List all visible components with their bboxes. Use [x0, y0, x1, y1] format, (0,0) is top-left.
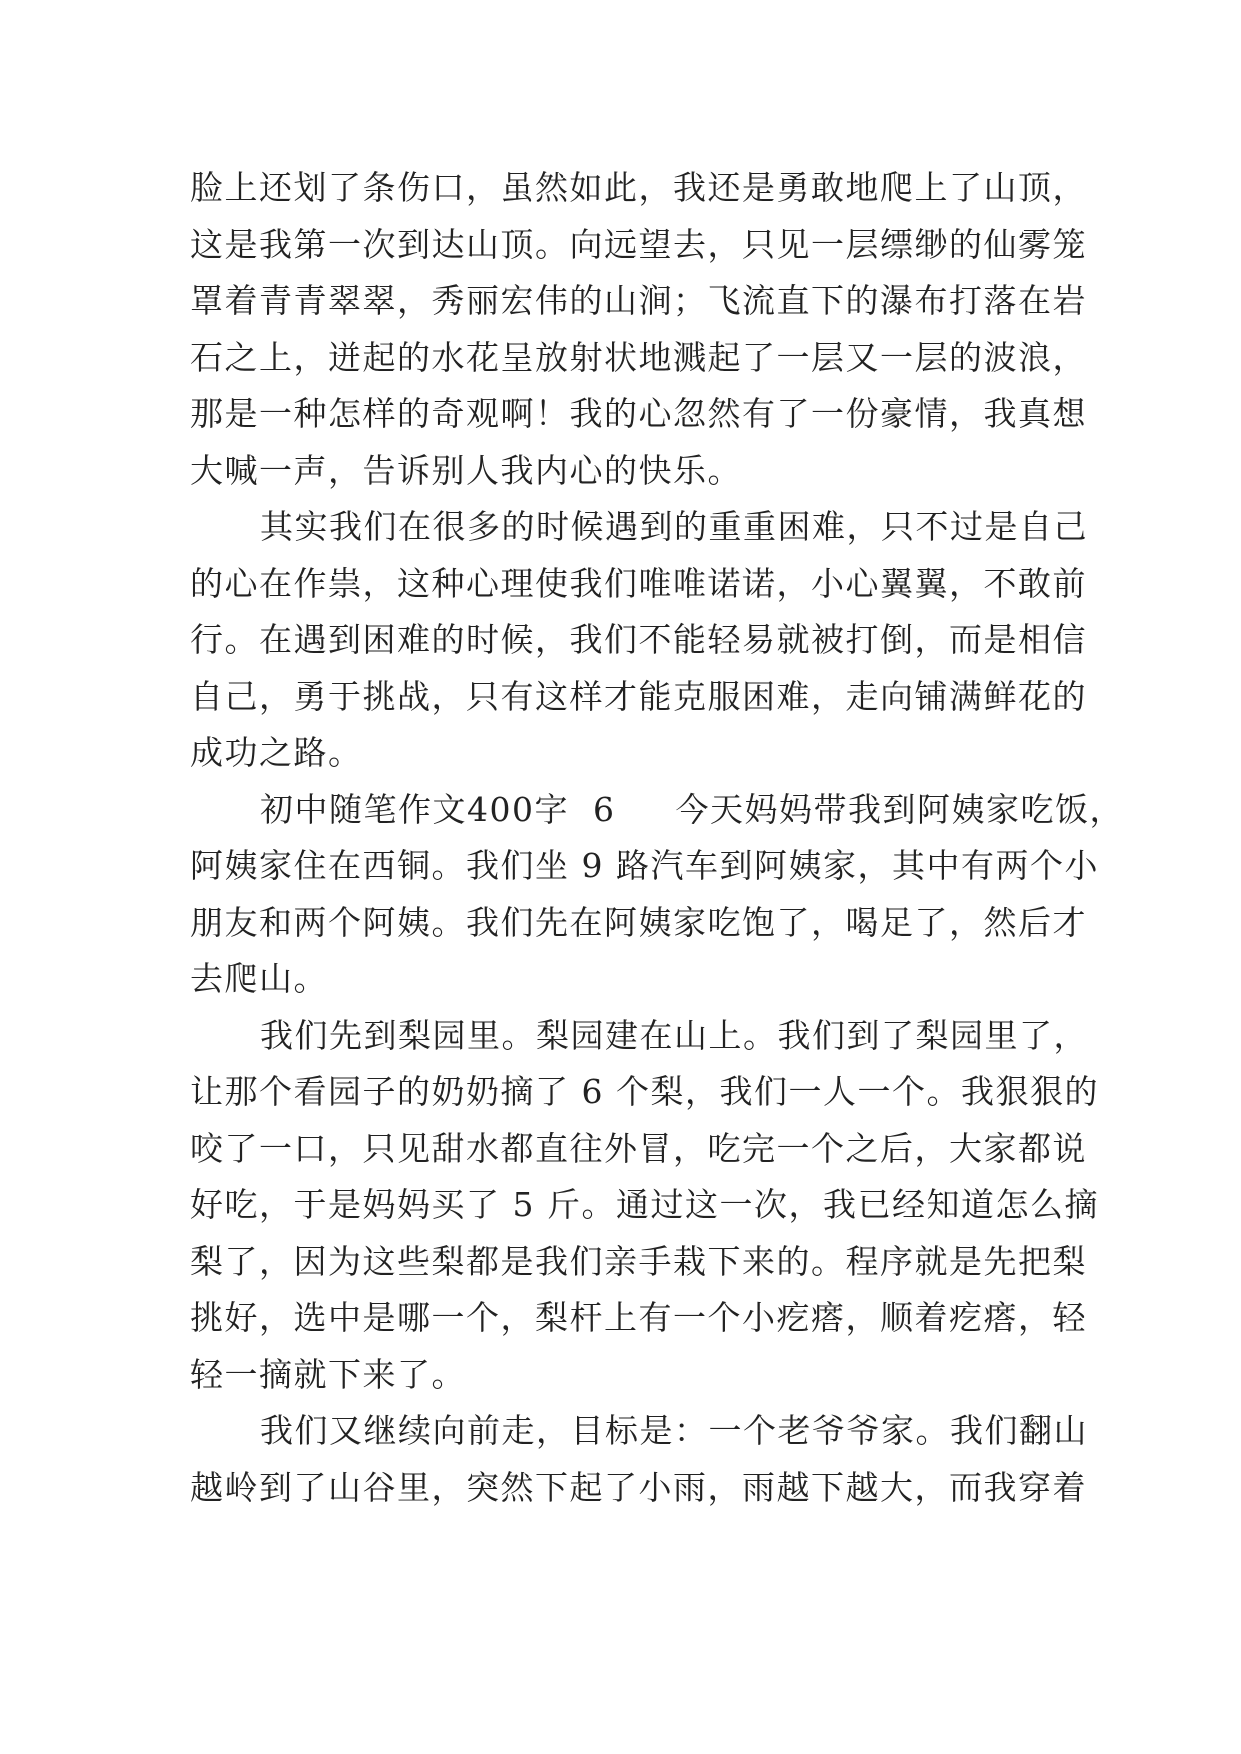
paragraph	[190, 499, 1088, 782]
text-line: 罩着青青翠翠，秀丽宏伟的山涧；飞流直下的瀑布打落在岩	[190, 281, 1087, 320]
text-line: 成功之路。	[190, 733, 363, 772]
text-line: 大喊一声，告诉别人我内心的快乐。	[190, 450, 742, 490]
text-line: 好吃，于是妈妈买了 5 斤。通过这一次，我已经知道怎么摘	[190, 1185, 1099, 1224]
text-line: 脸上还划了条伤口，虽然如此，我还是勇敢地爬上了山顶，	[190, 168, 1087, 207]
text-line: 其实我们在很多的时候遇到的重重困难，只不过是自己	[260, 507, 1088, 546]
text-line: 我们先到梨园里。梨园建在山上。我们到了梨园里了，	[260, 1015, 1088, 1055]
text-line: 石之上，迸起的水花呈放射状地溅起了一层又一层的波浪，	[190, 337, 1087, 377]
text-line: 自己，勇于挑战，只有这样才能克服困难，走向铺满鲜花的	[190, 676, 1087, 716]
text-line: 那是一种怎样的奇观啊！我的心忽然有了一份豪情，我真想	[190, 394, 1087, 433]
essay-heading: 初中随笔作文400字 6	[260, 789, 616, 829]
text-line: 朋友和两个阿姨。我们先在阿姨家吃饱了，喝足了，然后才	[190, 902, 1087, 942]
body-text	[190, 160, 1124, 1516]
text-line: 的心在作祟，这种心理使我们唯唯诺诺，小心翼翼，不敢前	[190, 563, 1087, 603]
text-line: 阿姨家住在西铜。我们坐 9 路汽车到阿姨家，其中有两个小	[190, 846, 1099, 885]
paragraph	[190, 1403, 1088, 1516]
paragraph	[190, 782, 1124, 1008]
paragraph	[190, 1008, 1099, 1404]
paragraph	[190, 160, 1087, 499]
text-line: 这是我第一次到达山顶。向远望去，只见一层缥缈的仙雾笼	[190, 224, 1087, 264]
text-line: 行。在遇到困难的时候，我们不能轻易就被打倒，而是相信	[190, 620, 1087, 659]
text-line: 轻一摘就下来了。	[190, 1354, 466, 1394]
text-line: 挑好，选中是哪一个，梨杆上有一个小疙瘩，顺着疙瘩，轻	[190, 1298, 1087, 1337]
text-line: 让那个看园子的奶奶摘了 6 个梨，我们一人一个。我狠狠的	[190, 1072, 1099, 1111]
text-line: 我们又继续向前走，目标是：一个老爷爷家。我们翻山	[260, 1411, 1088, 1450]
text-line: 越岭到了山谷里，突然下起了小雨，雨越下越大，而我穿着	[190, 1467, 1087, 1507]
text-line: 咬了一口，只见甜水都直往外冒，吃完一个之后，大家都说	[190, 1128, 1087, 1168]
heading-line	[190, 782, 1124, 839]
text-line: 去爬山。	[190, 959, 328, 998]
text-line-segment: 今天妈妈带我到阿姨家吃饭，	[675, 789, 1124, 829]
text-line: 梨了，因为这些梨都是我们亲手栽下来的。程序就是先把梨	[190, 1241, 1087, 1281]
